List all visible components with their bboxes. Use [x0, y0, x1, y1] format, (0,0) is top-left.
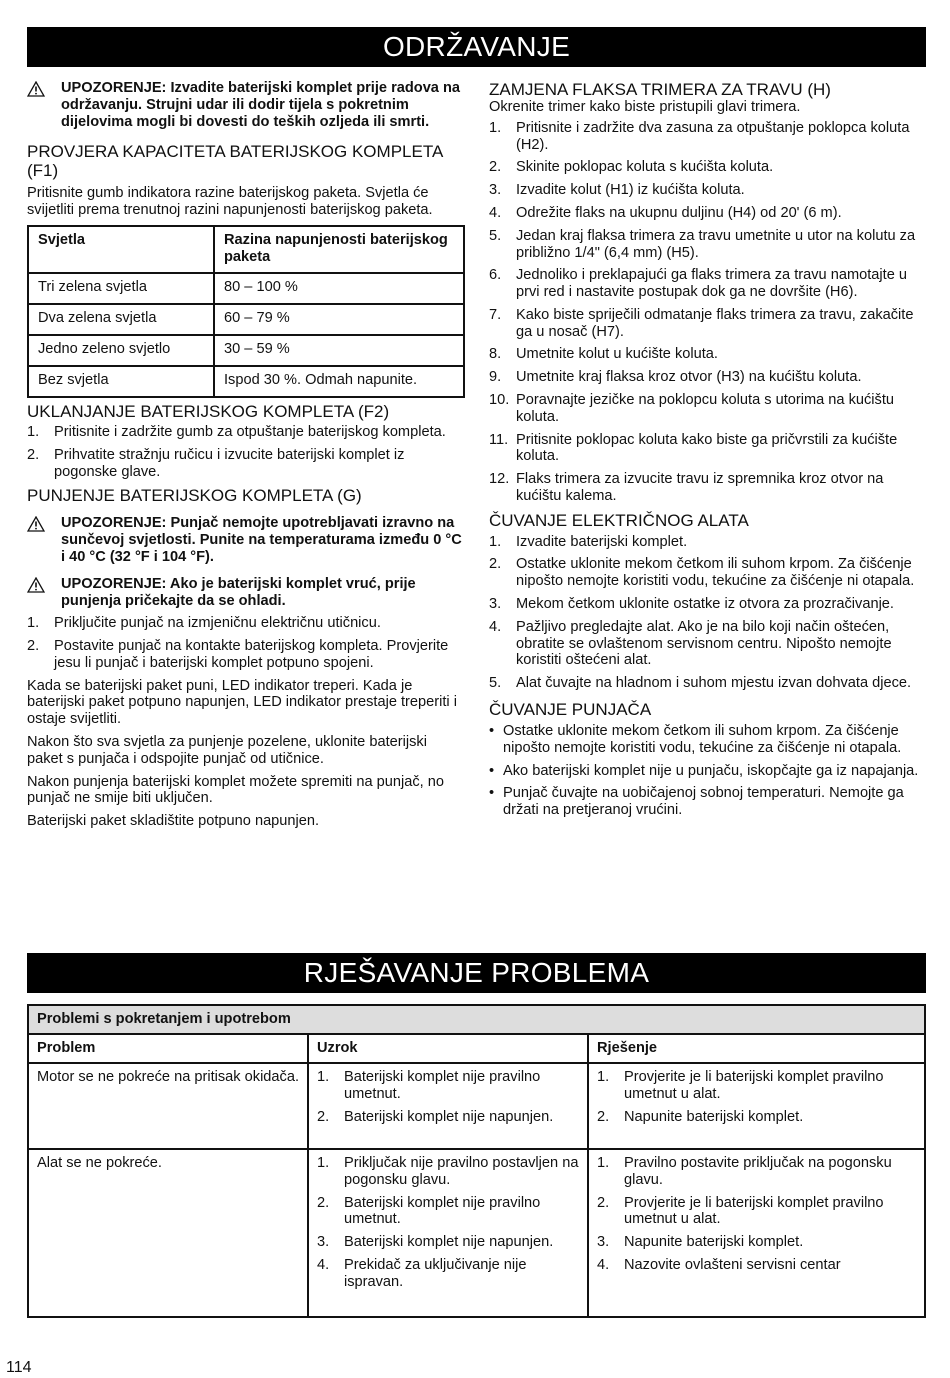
warning-charging-hot [27, 576, 465, 610]
list-item: 7. Kako biste spriječili odmatanje flaks trimera za travu, zakačite ga u nosač (H7). [489, 306, 914, 340]
list-item: • Punjač čuvajte na uobičajenoj sobnoj temperaturi. Nemojte ga držati na pretjeranoj vrućini. [489, 785, 904, 819]
list-item: 2. Baterijski komplet nije napunjen. [317, 1108, 554, 1125]
page-number: 114 [6, 1359, 32, 1376]
charging-steps [27, 615, 465, 671]
problem-cell: Alat se ne pokreće. [28, 1149, 308, 1317]
table-header-row [28, 1034, 925, 1063]
list-item: 2. Napunite baterijski komplet. [597, 1108, 804, 1125]
warning-text: UPOZORENJE: Ako je baterijski komplet vruć, prije punjenja pričekajte da se ohladi. [61, 575, 416, 609]
list-item: 3. Mekom četkom uklonite ostatke iz otvora za prozračivanje. [489, 596, 894, 613]
list-item: 1. Pravilno postavite priključak na pogonsku glavu. [597, 1155, 892, 1188]
list-item: 9. Umetnite kraj flaksa kroz otvor (H3) na kućištu koluta. [489, 369, 862, 386]
list-item: 11. Pritisnite poklopac koluta kako biste ga pričvrstili za kućište koluta. [489, 431, 898, 465]
list-item: 4. Pažljivo pregledajte alat. Ako je na bilo koji način oštećen, obratite se ovlaštenom servisnom centru. Nipošto nemojte koristiti oštećeni alat. [489, 618, 892, 669]
table-cell: 80 – 100 % [214, 273, 464, 304]
list-item: 1. Izvadite baterijski komplet. [489, 533, 688, 550]
table-row [28, 1063, 925, 1149]
paragraph: Nakon punjenja baterijski komplet možete spremiti na punjač, no punjač ne smije biti uključen. [27, 773, 444, 807]
table-header: Problem [28, 1034, 308, 1063]
solution-cell [588, 1063, 925, 1149]
table-row [28, 335, 464, 366]
storage-charger-heading: ČUVANJE PUNJAČA [489, 699, 652, 719]
cause-cell [308, 1149, 588, 1317]
troubleshooting-table [27, 1004, 926, 1318]
list-item: 1. Priključak nije pravilno postavljen na pogonsku glavu. [317, 1155, 579, 1188]
solution-cell [588, 1149, 925, 1317]
list-item: 3. Napunite baterijski komplet. [597, 1234, 804, 1251]
storage-tool-steps [489, 534, 926, 692]
list-item: 4. Prekidač za uključivanje nije ispravan. [317, 1256, 527, 1290]
line-steps [489, 120, 926, 505]
storage-charger-bullets [489, 723, 926, 819]
paragraph: Baterijski paket skladištite potpuno napunjen. [27, 813, 320, 830]
list-item: 2. Provjerite je li baterijski komplet pravilno umetnut u alat. [597, 1194, 884, 1228]
list-item: 5. Alat čuvajte na hladnom i suhom mjestu izvan dohvata djece. [489, 675, 912, 692]
storage-tool-heading: ČUVANJE ELEKTRIČNOG ALATA [489, 510, 749, 530]
table-row [28, 304, 464, 335]
table-row [28, 366, 464, 397]
list-item: • Ostatke uklonite mekom četkom ili suhom krpom. Za čišćenje nipošto nemojte koristiti vodu, tekućine za čišćenje ni otapala. [489, 722, 902, 756]
list-item: 2. Prihvatite stražnju ručicu i izvucite baterijski komplet iz pogonske glave. [27, 446, 405, 480]
line-intro: Okrenite trimer kako biste pristupili glavi trimera. [489, 99, 801, 116]
list-item: 8. Umetnite kolut u kućište koluta. [489, 346, 718, 363]
paragraph: Nakon što sva svjetla za punjenje pozelene, uklonite baterijski paket s punjača i odspojite punjač od utičnice. [27, 733, 427, 767]
warning-triangle-icon [27, 515, 61, 565]
paragraph: Kada se baterijski paket puni, LED indikator treperi. Kada je baterijski paket potpuno napunjen, LED indikator prestaje treperiti i ostaje svijetliti. [27, 677, 457, 728]
capacity-text: Pritisnite gumb indikatora razine baterijskog paketa. Svjetla će svijetliti prema trenutnoj razini napunjenosti baterijskog paketa. [27, 185, 433, 219]
list-item: • Ako baterijski komplet nije u punjaču, iskopčajte ga iz napajanja. [489, 762, 919, 779]
battery-level-table [27, 225, 465, 398]
table-cell: Bez svjetla [28, 366, 214, 397]
list-item: 2. Postavite punjač na kontakte baterijskog kompleta. Provjerite jesu li punjač i baterijski komplet potpuno spojeni. [27, 638, 449, 671]
warning-maintenance [27, 80, 465, 130]
warning-text: UPOZORENJE: Punjač nemojte upotrebljavati izravno na sunčevoj svjetlosti. Punite na temperaturama između 0 °C i 40 °C (32 °F i 104 °F). [61, 515, 462, 565]
removal-steps [27, 424, 465, 480]
list-item: 3. Izvadite kolut (H1) iz kućišta koluta. [489, 182, 745, 199]
list-item: 1. Pritisnite i zadržite dva zasuna za otpuštanje poklopca koluta (H2). [489, 119, 910, 153]
line-heading: ZAMJENA FLAKSA TRIMERA ZA TRAVU (H) [489, 80, 831, 99]
list-item: 5. Jedan kraj flaksa trimera za travu umetnite u utor na kolutu za približno 1/4" (6,4 mm) (H5). [489, 227, 916, 261]
charging-heading: PUNJENJE BATERIJSKOG KOMPLETA (G) [27, 486, 362, 506]
table-cell: 30 – 59 % [214, 335, 464, 366]
table-cell: Tri zelena svjetla [28, 273, 214, 304]
list-item: 10. Poravnajte jezičke na poklopcu koluta s utorima na kućištu koluta. [489, 391, 895, 425]
list-item: 1. Pritisnite i zadržite gumb za otpuštanje baterijskog kompleta. [27, 424, 446, 440]
list-item: 1. Baterijski komplet nije pravilno umetnut. [317, 1069, 541, 1102]
list-item: 6. Jednoliko i preklapajući ga flaks trimera za travu namotajte u prvi red i nastavite postupak dok ga ne dovršite (H6). [489, 267, 907, 301]
list-item: 2. Ostatke uklonite mekom četkom ili suhom krpom. Za čišćenje nipošto nemojte koristiti vodu, tekućine za čišćenje ni otapala. [489, 556, 915, 590]
maintenance-banner [27, 27, 926, 67]
list-item: 4. Nazovite ovlašteni servisni centar [597, 1256, 841, 1273]
left-column [27, 76, 465, 830]
right-column [489, 80, 926, 819]
list-item: 2. Baterijski komplet nije pravilno umetnut. [317, 1194, 541, 1228]
table-header-row [28, 226, 464, 273]
troubleshooting-banner [27, 953, 926, 993]
maintenance-title: ODRŽAVANJE [382, 31, 571, 62]
list-item: 1. Provjerite je li baterijski komplet pravilno umetnut u alat. [597, 1069, 884, 1102]
table-header: Uzrok [308, 1034, 588, 1063]
table-header: Svjetla [28, 226, 214, 273]
removal-heading: UKLANJANJE BATERIJSKOG KOMPLETA (F2) [27, 401, 390, 421]
table-row [28, 273, 464, 304]
capacity-heading: PROVJERA KAPACITETA BATERIJSKOG KOMPLETA (F1) [27, 142, 443, 181]
troubleshooting-title: RJEŠAVANJE PROBLEMA [303, 957, 650, 988]
table-cell: Dva zelena svjetla [28, 304, 214, 335]
list-item: 4. Odrežite flaks na ukupnu duljinu (H4) od 20' (6 m). [489, 204, 842, 221]
table-row [28, 1149, 925, 1317]
table-header: Rješenje [588, 1034, 925, 1063]
list-item: 1. Priključite punjač na izmjeničnu električnu utičnicu. [27, 615, 381, 632]
warning-triangle-icon [27, 576, 61, 610]
warning-triangle-icon [27, 80, 61, 130]
table-cell: Jedno zeleno svjetlo [28, 335, 214, 366]
list-item: 3. Baterijski komplet nije napunjen. [317, 1234, 554, 1251]
table-header: Razina napunjenosti baterijskog paketa [214, 226, 464, 273]
problem-cell: Motor se ne pokreće na pritisak okidača. [28, 1063, 308, 1149]
table-cell: 60 – 79 % [214, 304, 464, 335]
table-caption-row [28, 1005, 925, 1034]
table-cell: Ispod 30 %. Odmah napunite. [214, 366, 464, 397]
cause-cell [308, 1063, 588, 1149]
warning-text: UPOZORENJE: Izvadite baterijski komplet prije radova na održavanju. Strujni udar ili dodir tijela s pokretnim dijelovima mogli bi dovesti do teških ozljeda ili smrti. [61, 80, 461, 130]
list-item: 2. Skinite poklopac koluta s kućišta koluta. [489, 159, 774, 176]
warning-charging-sun [27, 515, 465, 565]
list-item: 12. Flaks trimera za izvucite travu iz spremnika kroz otvor na kućištu kalema. [489, 471, 884, 504]
table-caption: Problemi s pokretanjem i upotrebom [28, 1005, 925, 1034]
